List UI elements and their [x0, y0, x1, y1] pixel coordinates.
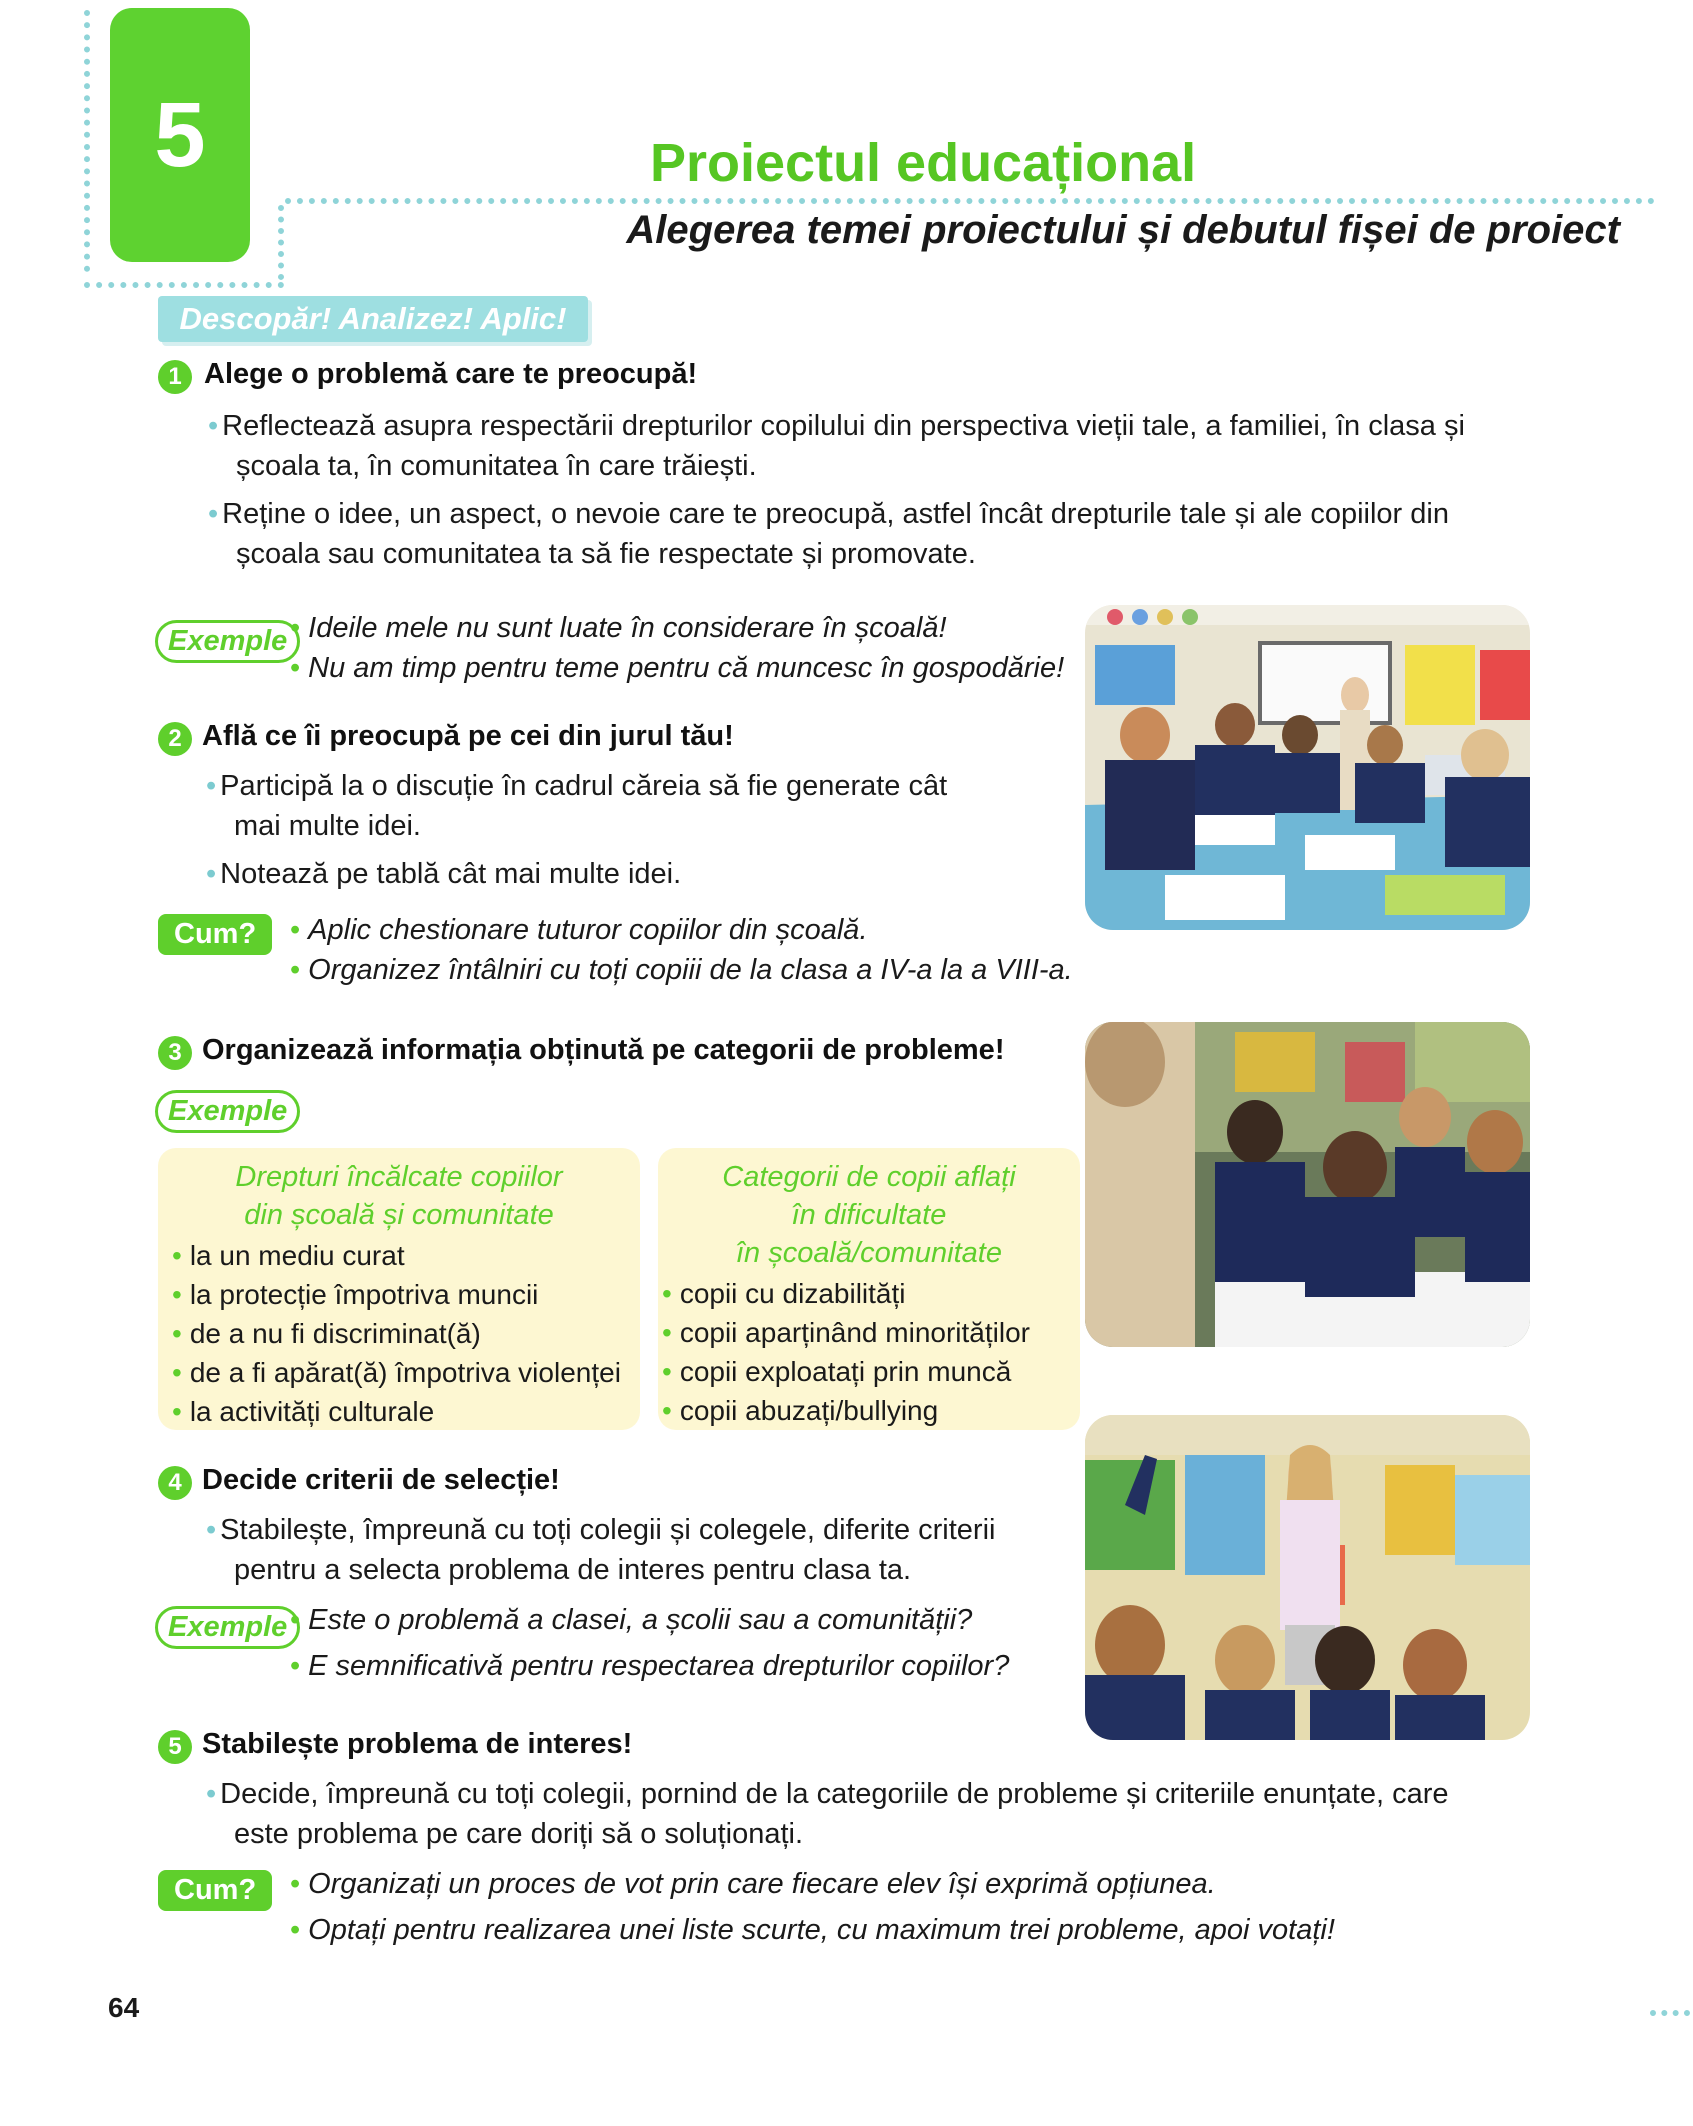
step-3-title: Organizează informația obținută pe categorii de probleme!	[202, 1034, 1005, 1066]
step-4-title: Decide criterii de selecție!	[202, 1464, 560, 1496]
step-1-title: Alege o problemă care te preocupă!	[204, 358, 698, 390]
step-1-bullet-1: • Reflectează asupra respectării drepturilor copilului din perspectiva vieții tale, a familiei, în clasa și școala ta, în comunitatea în care trăiești.	[208, 406, 1538, 486]
chapter-number: 5	[154, 83, 206, 186]
page-number: 64	[108, 1992, 140, 2023]
step-2-title: Află ce îi preocupă pe cei din jurul tău!	[202, 720, 734, 752]
step-5-title: Stabilește problema de interes!	[202, 1728, 633, 1760]
students-writing-photo	[1085, 1022, 1530, 1347]
violated-rights-heading: Drepturi încălcate copiilor din școală și comunitate	[235, 1161, 563, 1231]
children-category-item: • copii exploatați prin muncă	[662, 1352, 1080, 1391]
step-2-bullets	[206, 766, 1006, 894]
children-in-difficulty-box	[658, 1148, 1080, 1430]
step-4-examples-tag: Exemple	[155, 1606, 300, 1649]
step-5-bullet-1: • Decide, împreună cu toți colegii, pornind de la categoriile de probleme și criteriile enunțate, care este problema pe care doriți să o soluționați.	[206, 1774, 1546, 1854]
step-5-bullets	[206, 1774, 1546, 1854]
step-2-bullet-1: • Participă la o discuție în cadrul căreia să fie generate cât mai multe idei.	[206, 766, 1006, 846]
step-1-example-2: • Nu am timp pentru teme pentru că muncesc în gospodărie!	[290, 648, 1064, 688]
step-2-how-tag: Cum?	[158, 914, 272, 955]
dotted-frame-bottom	[84, 282, 284, 288]
step-4-bullet-1: • Stabilește, împreună cu toți colegii și colegele, diferite criterii pentru a selecta problema de interes pentru clasa ta.	[206, 1510, 1066, 1590]
step-1-bullets	[208, 406, 1538, 574]
step-4-example-2: • E semnificativă pentru respectarea drepturilor copiilor?	[290, 1646, 1009, 1686]
dotted-frame-left	[84, 10, 90, 272]
step-4-example-1: • Este o problemă a clasei, a școlii sau a comunității?	[290, 1600, 1009, 1640]
step-1-example-1: • Ideile mele nu sunt luate în considerare în școală!	[290, 608, 1064, 648]
step-5-example-1: • Organizați un proces de vot prin care fiecare elev își exprimă opțiunea.	[290, 1864, 1335, 1904]
dotted-frame-connector	[278, 205, 284, 280]
step-2-number: 2	[158, 722, 192, 756]
children-in-difficulty-heading: Categorii de copii aflați în dificultate în școală/comunitate	[722, 1161, 1016, 1269]
step-4-examples	[290, 1600, 1009, 1686]
page-subtitle: Alegerea temei proiectului și debutul fișei de proiect	[626, 208, 1620, 252]
step-3-examples-tag: Exemple	[155, 1090, 300, 1133]
chapter-number-badge	[110, 8, 250, 262]
violated-right-item: • la activități culturale	[172, 1392, 640, 1431]
step-3-number: 3	[158, 1036, 192, 1070]
step-1-bullet-2: • Reține o idee, un aspect, o nevoie care te preocupă, astfel încât drepturile tale și ale copiilor din școala sau comunitatea ta să fie respectate și promovate.	[208, 494, 1538, 574]
step-4-number: 4	[158, 1466, 192, 1500]
step-5-how-tag: Cum?	[158, 1870, 272, 1911]
step-5-examples	[290, 1864, 1335, 1950]
step-2-examples	[290, 910, 1073, 990]
step-2-example-1: • Aplic chestionare tuturor copiilor din școală.	[290, 910, 1073, 950]
violated-right-item: • de a fi apărat(ă) împotriva violenței	[172, 1353, 640, 1392]
teacher-raised-hand-photo	[1085, 1415, 1530, 1740]
page-title: Proiectul educațional	[650, 133, 1197, 193]
step-2-example-2: • Organizez întâlniri cu toți copiii de la clasa a IV-a la a VIII-a.	[290, 950, 1073, 990]
violated-right-item: • la un mediu curat	[172, 1236, 640, 1275]
step-5-example-2: • Optați pentru realizarea unei liste scurte, cu maximum trei probleme, apoi votați!	[290, 1910, 1335, 1950]
violated-rights-box	[158, 1148, 640, 1430]
section-tag: Descopăr! Analizez! Aplic!	[158, 296, 588, 342]
step-4-bullets	[206, 1510, 1066, 1590]
children-category-item: • copii aparținând minorităților	[662, 1313, 1080, 1352]
children-category-item: • copii abuzați/bullying	[662, 1391, 1080, 1430]
step-1-number: 1	[158, 360, 192, 394]
violated-right-item: • la protecție împotriva muncii	[172, 1275, 640, 1314]
violated-right-item: • de a nu fi discriminat(ă)	[172, 1314, 640, 1353]
footer-dots	[1650, 2010, 1690, 2016]
step-1-examples	[290, 608, 1064, 688]
step-2-bullet-2: • Notează pe tablă cât mai multe idei.	[206, 854, 1006, 894]
classroom-whiteboard-photo	[1085, 605, 1530, 930]
children-category-item: • copii cu dizabilități	[662, 1274, 1080, 1313]
step-1-examples-tag: Exemple	[155, 620, 300, 663]
dotted-header-rule	[285, 198, 1655, 204]
step-5-number: 5	[158, 1730, 192, 1764]
